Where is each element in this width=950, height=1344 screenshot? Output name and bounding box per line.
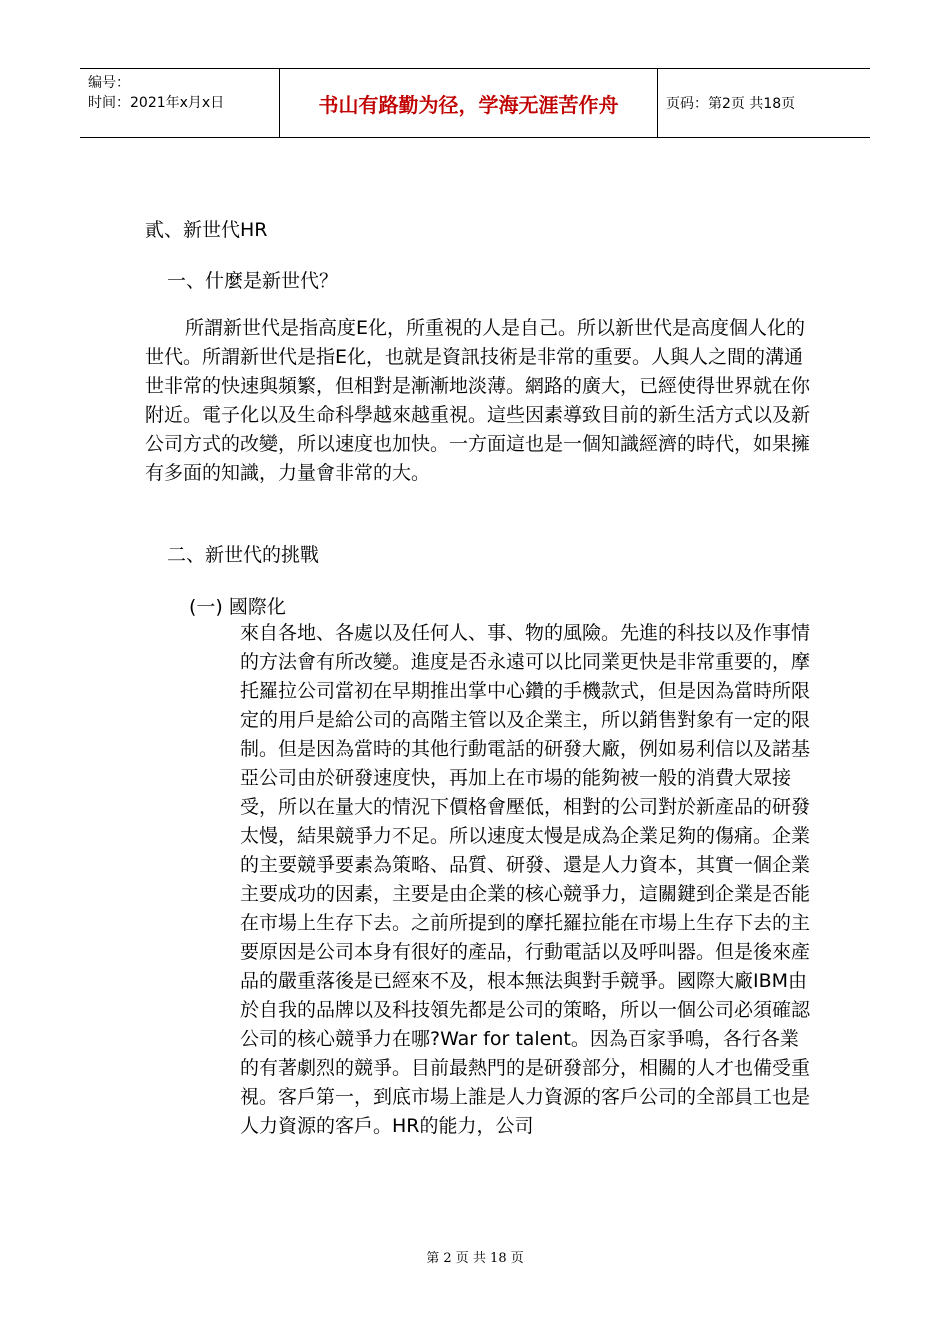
header-meta-cell [80, 69, 280, 137]
page-header [80, 68, 870, 138]
header-motto: 书山有路勤为径，学海无涯苦作舟 [280, 69, 658, 137]
section-title: 貳、新世代HR [145, 219, 268, 241]
subsection-title-what-is-new-generation: 一、什麼是新世代？ [167, 270, 339, 292]
subsection-title-challenges: 二、新世代的挑戰 [167, 544, 320, 566]
item-title-internationalization: (一) 國際化 [189, 596, 286, 618]
header-page-info: 页码：第2页 共18页 [666, 96, 796, 112]
document-number-label: 编号： [88, 75, 130, 91]
page-footer: 第 2 页 共 18 页 [426, 1251, 524, 1266]
paragraph-internationalization: 來自各地、各處以及任何人、事、物的風險。先進的科技以及作事情的方法會有所改變。進度是否永遠可以比同業更快是非常重要的，摩托羅拉公司當初在早期推出掌中心鑽的手機款式，但是因為當時所限定的用戶是給公司的高階主管以及企業主，所以銷售對象有一定的限制。但是因為當時的其他行動電話的研發大廠，例如易利信以及諾基亞公司由於研發速度快，再加上在市場的能夠被一般的消費大眾接受，所以在量大的情況下價格會壓低，相對的公司對於新產品的研發太慢，結果競爭力不足。所以速度太慢是成為企業足夠的傷痛。企業的主要競爭要素為策略、品質、研發、還是人力資本，其實一個企業主要成功的因素，主要是由企業的核心競爭力，這關鍵到企業是否能在市場上生存下去。之前所提到的摩托羅拉能在市場上生存下去的主要原因是公司本身有很好的產品，行動電話以及呼叫器。但是後來產品的嚴重落後是已經來不及，根本無法與對手競爭。國際大廠IBM由於自我的品牌以及科技領先都是公司的策略，所以一個公司必須確認公司的核心競爭力在哪?War for talent。因為百家爭鳴，各行各業的有著劇烈的競爭。目前最熱門的是研發部分，相關的人才也備受重視。客戶第一，到底市場上誰是人力資源的客戶公司的全部員工也是人力資源的客戶。HR的能力，公司 [240, 622, 811, 1137]
paragraph-what-is-new-generation: 所謂新世代是指高度E化，所重視的人是自己。所以新世代是高度個人化的世代。所謂新世代是指E化，也就是資訊技術是非常的重要。人與人之間的溝通世非常的快速與頻繁，但相對是漸漸地淡薄。網路的廣大，已經使得世界就在你附近。電子化以及生命科學越來越重視。這些因素導致目前的新生活方式以及新公司方式的改變，所以速度也加快。一方面這也是一個知識經濟的時代，如果擁有多面的知識，力量會非常的大。 [145, 317, 811, 484]
document-date: 时间：2021年x月x日 [88, 95, 225, 111]
